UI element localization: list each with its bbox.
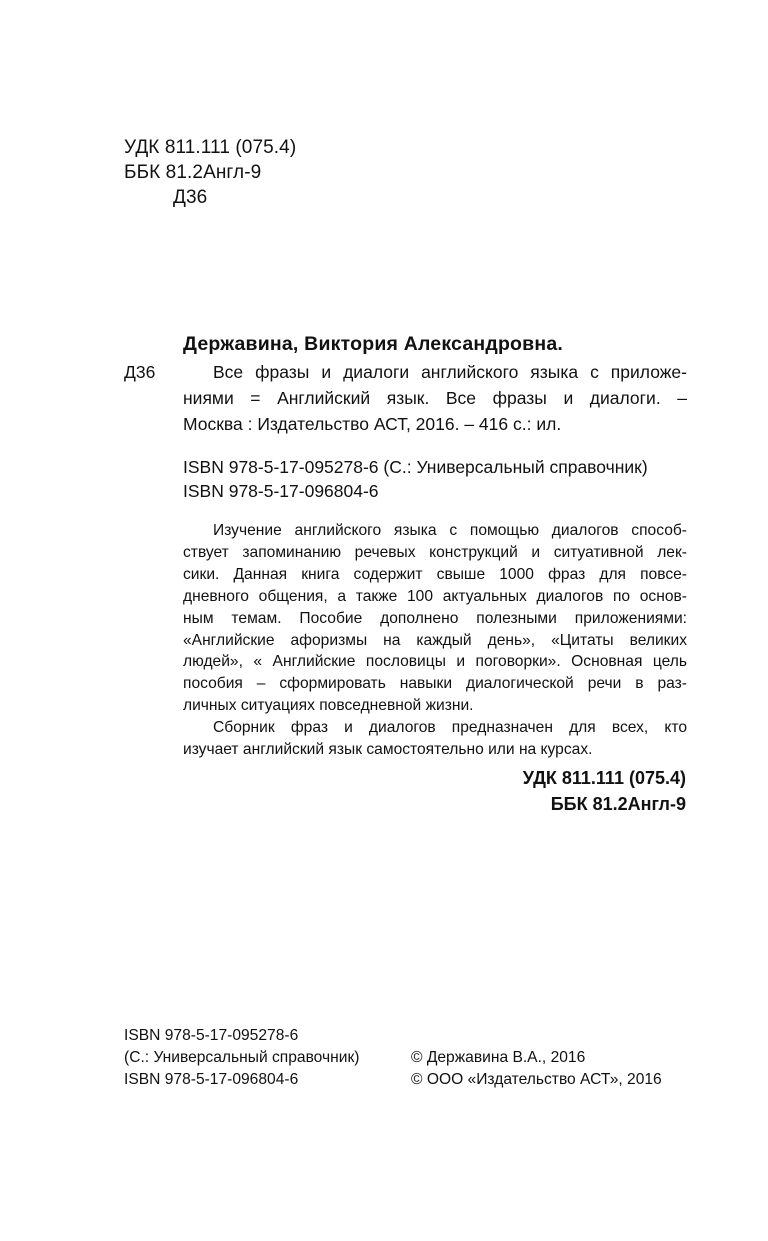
bibliographic-description — [183, 359, 687, 437]
isbn-block — [183, 455, 648, 503]
abstract-line: пособия – сформировать навыки диалогической речи в раз- — [183, 675, 687, 693]
author-heading: Державина, Виктория Александровна. — [183, 333, 563, 355]
bbk-code-bottom: ББК 81.2Англ-9 — [550, 794, 686, 814]
copyright-publisher: © ООО «Издательство АСТ», 2016 — [411, 1071, 662, 1088]
abstract-line: дневного общения, а также 100 актуальных диалогов по основ- — [183, 587, 687, 605]
abstract-line: Изучение английского языка с помощью диалогов способ- — [213, 522, 687, 539]
isbn-line: ISBN 978-5-17-096804-6 — [183, 481, 379, 501]
udk-code-bottom: УДК 811.111 (075.4) — [522, 768, 686, 788]
abstract-line: сики. Данная книга содержит свыше 1000 фраз для повсе- — [183, 565, 687, 583]
abstract-line: ным темам. Пособие дополнено полезными приложениями: — [183, 609, 687, 627]
abstract-line: ствует запоминанию речевых конструкций и ситуативной лек- — [183, 543, 687, 561]
footer-isbn-2: ISBN 978-5-17-096804-6 — [124, 1071, 299, 1088]
abstract — [183, 520, 687, 761]
footer-isbn-1: ISBN 978-5-17-095278-6 — [124, 1027, 299, 1044]
udk-code-top: УДК 811.111 (075.4) — [124, 137, 297, 158]
author-mark-side: Д36 — [124, 362, 156, 382]
footer-series: (С.: Универсальный справочник) — [124, 1049, 360, 1066]
abstract-line: личных ситуациях повседневной жизни. — [183, 697, 474, 715]
abstract-line: «Английские афоризмы на каждый день», «Цитаты великих — [183, 631, 687, 649]
description-line: Все фразы и диалоги английского языка с приложе- — [213, 362, 687, 382]
description-line: Москва : Издательство АСТ, 2016. – 416 с.: ил. — [183, 414, 562, 434]
isbn-line: ISBN 978-5-17-095278-6 (С.: Универсальный справочник) — [183, 457, 648, 477]
description-line: ниями = Английский язык. Все фразы и диалоги. – — [183, 388, 687, 408]
author-mark-top: Д36 — [173, 187, 208, 208]
abstract-line: изучает английский язык самостоятельно или на курсах. — [183, 741, 593, 759]
abstract-line: людей», « Английские пословицы и поговорки». Основная цель — [183, 653, 687, 671]
copyright-author: © Державина В.А., 2016 — [411, 1049, 586, 1066]
abstract-line: Сборник фраз и диалогов предназначен для всех, кто — [213, 719, 687, 737]
bbk-code-top: ББК 81.2Англ-9 — [124, 162, 262, 183]
